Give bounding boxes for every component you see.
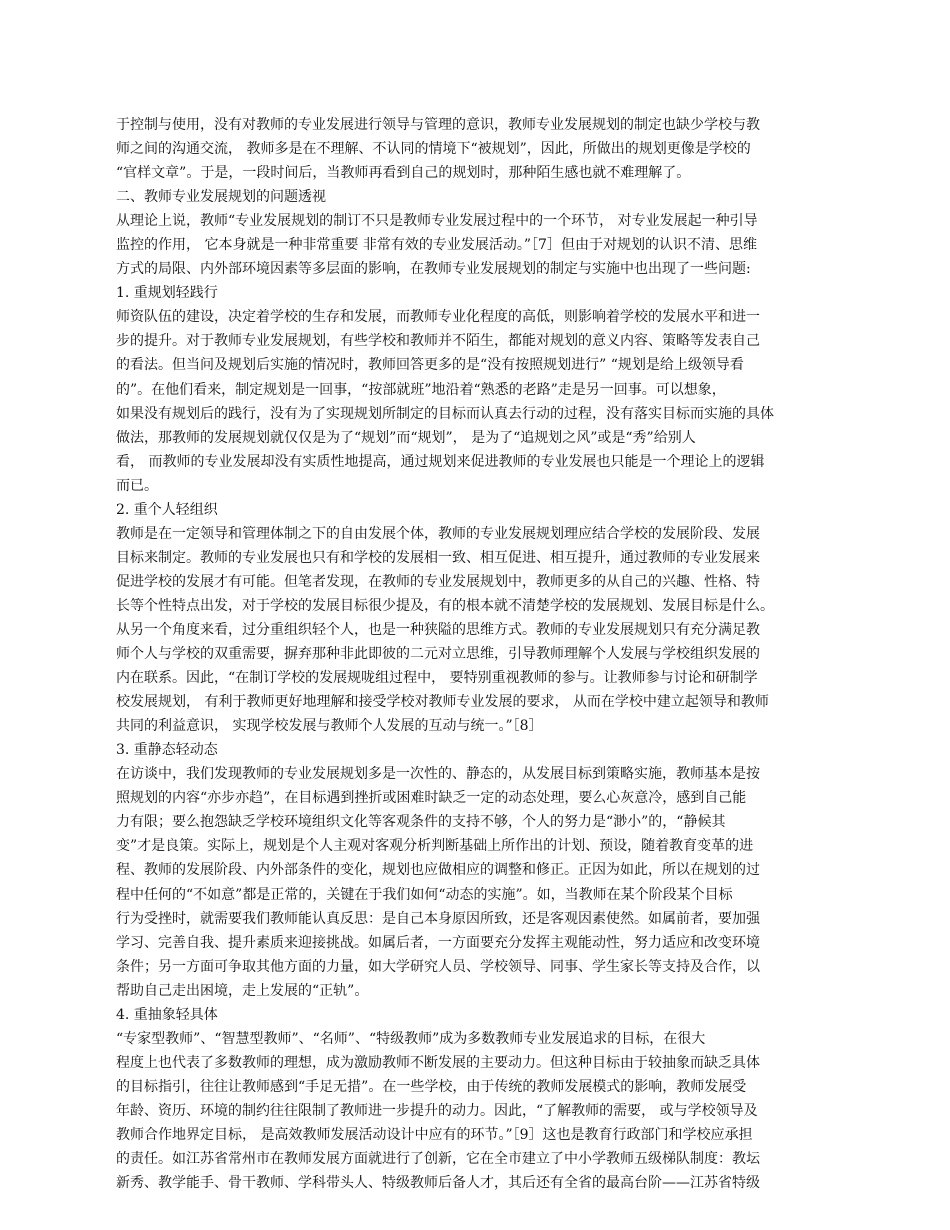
text-line: 监控的作用， 它本身就是一种非常重要 非常有效的专业发展活动。”［7］但由于对规划的认识不清、思维 — [116, 237, 757, 254]
text-line: 条件；另一方面可争取其他方面的力量，如大学研究人员、学校领导、同事、学生家长等支持及合作，以 — [116, 958, 760, 975]
text-line: “官样文章”。于是，一段时间后，当教师再看到自己的规划时，那种陌生感也就不难理解了。 — [116, 165, 691, 182]
text-line: 步的提升。对于教师专业发展规划，有些学校和教师并不陌生，都能对规划的意义内容、策略等发表自己 — [116, 333, 760, 350]
text-line: 方式的局限、内外部环境因素等多层面的影响，在教师专业发展规划的制定与实施中也出现了一些问题: — [116, 261, 751, 278]
text-line: 校发展规划， 有利于教师更好地理解和接受学校对教师专业发展的要求， 从而在学校中建立起领导和教师 — [116, 694, 769, 711]
text-line: 行为受挫时，就需要我们教师能认真反思：是自己本身原因所致，还是客观因素使然。如属前者，要加强 — [116, 910, 760, 927]
text-line: 力有限；要么抱怨缺乏学校环境组织文化等客观条件的支持不够，个人的努力是“渺小”的，“静候其 — [116, 814, 726, 831]
text-line: 目标来制定。教师的专业发展也只有和学校的发展相一致、相互促进、相互提升，通过教师的专业发展来 — [116, 549, 760, 566]
text-line: 而已。 — [116, 477, 158, 494]
text-line: 的目标指引，往往让教师感到“手足无措”。在一些学校，由于传统的教师发展模式的影响，教师发展受 — [116, 1078, 747, 1095]
text-line: 促进学校的发展才有可能。但笔者发现，在教师的专业发展规划中，教师更多的从自己的兴趣、性格、特 — [116, 573, 760, 590]
text-line: 做法，那教师的发展规划就仅仅是为了“规划”而“规划”， 是为了“追规划之风”或是“秀”给别人 — [116, 429, 696, 446]
text-line: 的”。在他们看来，制定规划是一回事，“按部就班”地沿着“熟悉的老路”走是另一回事。可以想象， — [116, 381, 726, 398]
text-line: 程、教师的发展阶段、内外部条件的变化，规划也应做相应的调整和修正。正因为如此，所以在规划的过 — [116, 862, 760, 879]
text-line: 学习、完善自我、提升素质来迎接挑战。如属后者，一方面要充分发挥主观能动性，努力适应和改变环境 — [116, 934, 760, 951]
text-line: 看， 而教师的专业发展却没有实质性地提高，通过规划来促进教师的专业发展也只能是一个理论上的逻辑 — [116, 453, 765, 470]
text-line: 在访谈中，我们发现教师的专业发展规划多是一次性的、静态的，从发展目标到策略实施，教师基本是按 — [116, 766, 760, 783]
document-page — [116, 113, 838, 1195]
text-line: 的责任。如江苏省常州市在教师发展方面就进行了创新，它在全市建立了中小学教师五级梯队制度：教坛 — [116, 1151, 760, 1168]
text-line: 教师是在一定领导和管理体制之下的自由发展个体，教师的专业发展规划理应结合学校的发展阶段、发展 — [116, 525, 760, 542]
subsection-heading: 4. 重抽象轻具体 — [116, 1006, 218, 1023]
subsection-heading: 3. 重静态轻动态 — [116, 742, 218, 759]
text-line: 帮助自己走出困境，走上发展的“正轨”。 — [116, 982, 369, 999]
text-line: 内在联系。因此，“在制订学校的发展规咙组过程中， 要特别重视教师的参与。让教师参与讨论和研制学 — [116, 670, 758, 687]
text-line: 年龄、资历、环境的制约往往限制了教师进一步提升的动力。因此，“了解教师的需要， 或与学校领导及 — [116, 1102, 758, 1119]
text-line: 程度上也代表了多数教师的理想，成为激励教师不断发展的主要动力。但这种目标由于较抽象而缺乏具体 — [116, 1054, 760, 1071]
text-line: 共同的利益意识， 实现学校发展与教师个人发展的互动与统一。”［8］ — [116, 718, 543, 735]
text-line: 师之间的沟通交流， 教师多是在不理解、不认同的情境下“被规划”，因此，所做出的规划更像是学校的 — [116, 141, 751, 158]
section-heading: 二、教师专业发展规划的问题透视 — [116, 189, 326, 206]
text-line: 从理论上说，教师“专业发展规划的制订不只是教师专业发展过程中的一个环节， 对专业发展起一种引导 — [116, 213, 758, 230]
text-line: 程中任何的“不如意”都是正常的，关键在于我们如何“动态的实施”。如，当教师在某个阶段某个目标 — [116, 886, 733, 903]
text-line: 如果没有规划后的践行，没有为了实现规划所制定的目标而认真去行动的过程，没有落实目标而实施的具体 — [116, 405, 774, 422]
subsection-heading: 1. 重规划轻践行 — [116, 285, 218, 302]
text-line: 从另一个角度来看，过分重组织轻个人，也是一种狭隘的思维方式。教师的专业发展规划只有充分满足教 — [116, 621, 760, 638]
text-line: 师个人与学校的双重需要，摒弃那种非此即彼的二元对立思维，引导教师理解个人发展与学校组织发展的 — [116, 646, 760, 663]
text-line: 变”才是良策。实际上，规划是个人主观对客观分析判断基础上所作出的计划、预设，随着教育变革的进 — [116, 838, 754, 855]
text-line: 的看法。但当问及规划后实施的情况时，教师回答更多的是“没有按照规划进行” “规划是给上级领导看 — [116, 357, 744, 374]
text-line: 长等个性特点出发，对于学校的发展目标很少提及，有的根本就不清楚学校的发展规划、发展目标是什么。 — [116, 597, 774, 614]
text-line: 照规划的内容“亦步亦趋”，在目标遇到挫折或困难时缺乏一定的动态处理，要么心灰意冷，感到自己能 — [116, 790, 747, 807]
text-line: 教师合作地界定目标， 是高效教师发展活动设计中应有的环节。”［9］这也是教育行政部门和学校应承担 — [116, 1126, 753, 1143]
text-line: “专家型教师”、“智慧型教师”、“名师”、“特级教师”成为多数教师专业发展追求的目标，在很大 — [116, 1030, 706, 1047]
text-line: 新秀、教学能手、骨干教师、学科带头人、特级教师后备人才，其后还有全省的最高台阶——江苏省特级 — [116, 1175, 760, 1192]
text-line: 于控制与使用，没有对教师的专业发展进行领导与管理的意识，教师专业发展规划的制定也缺少学校与教 — [116, 117, 760, 133]
text-line: 师资队伍的建设，决定着学校的生存和发展，而教师专业化程度的高低，则影响着学校的发展水平和进一 — [116, 309, 760, 326]
subsection-heading: 2. 重个人轻组织 — [116, 501, 218, 518]
